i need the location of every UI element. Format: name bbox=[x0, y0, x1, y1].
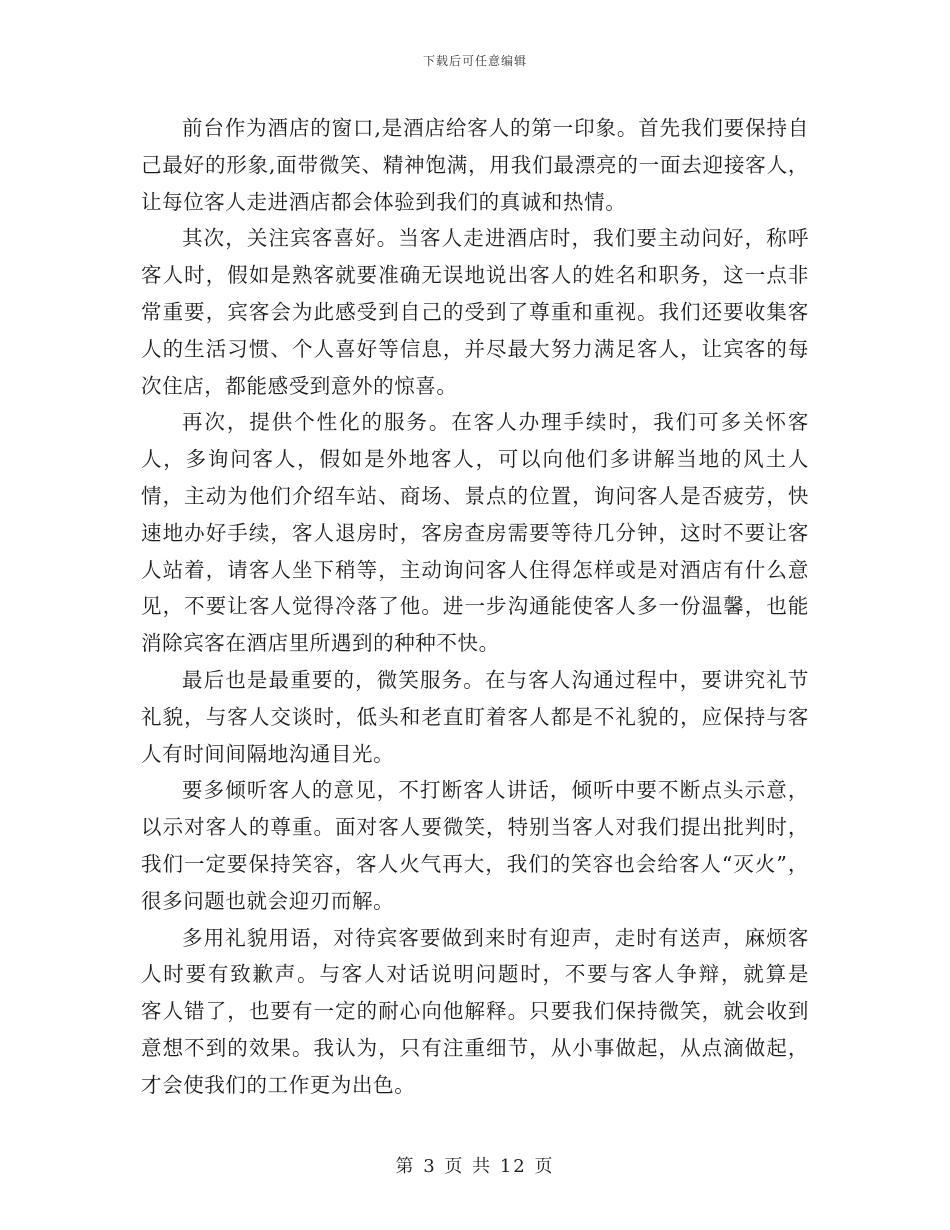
document-body bbox=[141, 110, 852, 1104]
paragraph-4: 最后也是最重要的，微笑服务。在与客人沟通过程中，要讲究礼节礼貌，与客人交谈时，低头和老直盯着客人都是不礼貌的，应保持与客人有时间间隔地沟通目光。 bbox=[141, 667, 809, 766]
paragraph-2: 其次，关注宾客喜好。当客人走进酒店时，我们要主动问好，称呼客人时，假如是熟客就要准确无误地说出客人的姓名和职务，这一点非常重要，宾客会为此感受到自己的受到了尊重和重视。我们还要收集客人的生活习惯、个人喜好等信息，并尽最大努力满足客人，让宾客的每次住店，都能感受到意外的惊喜。 bbox=[141, 226, 809, 398]
paragraph-6: 多用礼貌用语，对待宾客要做到来时有迎声，走时有送声，麻烦客人时要有致歉声。与客人对话说明问题时，不要与客人争辩，就算是 客人错了，也要有一定的耐心向他解释。只要我们保持微笑，就会收到意想不到的效果。我认为，只有注重细节，从小事做起，从点滴做起，才会使我们的工作更为出色。 bbox=[141, 925, 852, 1097]
page-number-text: 第 3 页 共 12 页 bbox=[395, 1156, 555, 1177]
paragraph-5: 要多倾听客人的意见，不打断客人讲话，倾听中要不断点头示意，以示对客人的尊重。面对客人要微笑，特别当客人对我们提出批判时，我们一定要保持笑容，客人火气再大，我们的笑容也会给客人“灭火”，很多问题也就会迎刃而解。 bbox=[141, 778, 809, 913]
paragraph-3: 再次，提供个性化的服务。在客人办理手续时，我们可多关怀客人，多询问客人，假如是外地客人，可以向他们多讲解当地的风土人情，主动为他们介绍车站、商场、景点的位置，询问客人是否疲劳，快速地办好手续，客人退房时，客房查房需要等待几分钟，这时不要让客人站着，请客人坐下稍等，主动询问客人住得怎样或是对酒店有什么意见，不要让客人觉得冷落了他。进一步沟通能使客人多一份温馨，也能消除宾客在酒店里所遇到的种种不快。 bbox=[141, 410, 809, 656]
page-header: 下载后可任意编辑 bbox=[422, 54, 527, 68]
page-footer bbox=[0, 1152, 950, 1178]
paragraph-1: 前台作为酒店的窗口,是酒店给客人的第一印象。首先我们要保持自己最好的形象,面带微笑、精神饱满，用我们最漂亮的一面去迎接客人，让每位客人走进酒店都会体验到我们的真诚和热情。 bbox=[141, 116, 809, 214]
